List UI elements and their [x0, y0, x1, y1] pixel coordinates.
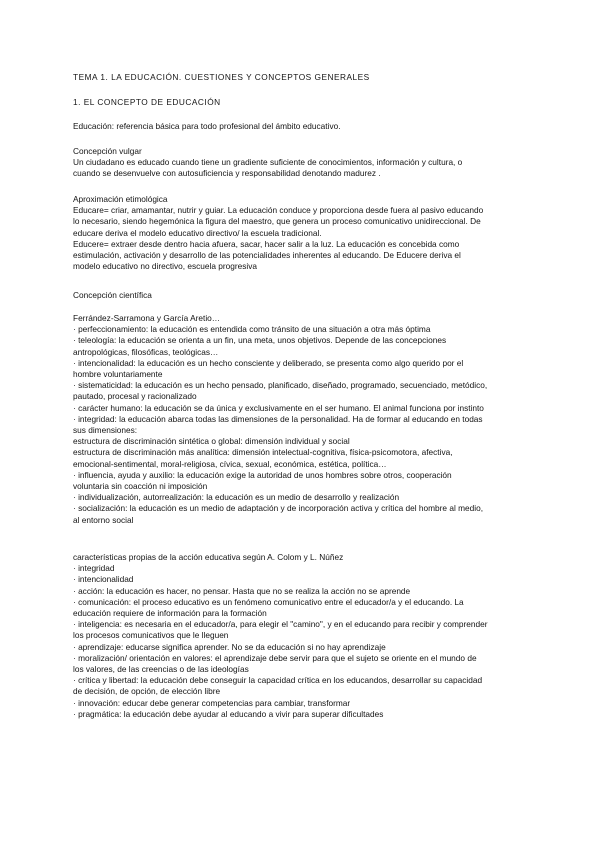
list-item: · integridad — [73, 563, 115, 574]
list-item: los valores, de las creencias o de las ideologías — [73, 664, 249, 675]
paragraph-line: educare deriva el modelo educativo directivo/ la escuela tradicional. — [73, 227, 322, 238]
list-item: · individualización, autorrealización: la educación es un medio de desarrollo y realización — [73, 492, 400, 503]
paragraph-line: Un ciudadano es educado cuando tiene un gradiente suficiente de conocimientos, información y cultura, o — [73, 157, 463, 168]
list-item: · teleología: la educación se orienta a un fin, una meta, unos objetivos. Depende de las concepciones — [73, 335, 447, 346]
list-item: · pragmática: la educación debe ayudar al educando a vivir para superar dificultades — [73, 708, 384, 719]
document-title: TEMA 1. LA EDUCACIÓN. CUESTIONES Y CONCEPTOS GENERALES — [73, 72, 370, 82]
list-item: · integridad: la educación abarca todas las dimensiones de la personalidad. Ha de formar al educando en todas — [73, 413, 483, 424]
caracteristicas-heading: características propias de la acción educativa según A. Colom y L. Núñez — [73, 552, 344, 562]
list-item: estructura de discriminación sintética o global: dimensión individual y social — [73, 436, 350, 447]
cientifica-section — [73, 313, 533, 526]
paragraph-line: Ferrández-Sarramona y García Aretio… — [73, 313, 221, 323]
list-item: · crítica y libertad: la educación debe conseguir la capacidad crítica en los educandos, desarrollar su capacidad — [73, 675, 483, 686]
list-item: al entorno social — [73, 514, 134, 525]
intro-paragraph: Educación: referencia básica para todo profesional del ámbito educativo. — [73, 121, 341, 131]
list-item: · influencia, ayuda y auxilio: la educación exige la autoridad de unos hombres sobre otros, cooperación — [73, 469, 452, 480]
list-item: · inteligencia: es necesaria en el educador/a, para elegir el "camino", y en el educando para recibir y comprender — [73, 619, 488, 630]
list-item: · socialización: la educación es un medio de adaptación y de incorporación activa y crítica del hombre al medio, — [73, 503, 483, 514]
paragraph-line: Educere= extraer desde dentro hacia afuera, sacar, hacer salir a la luz. La educación es concebida como — [73, 238, 460, 249]
list-item: antropológicas, filosóficas, teológicas… — [73, 346, 219, 357]
list-item: los procesos comunicativos que le lleguen — [73, 630, 229, 641]
list-item: estructura de discriminación más analítica: dimensión intelectual-cognitiva, física-psicomotora, afectiva, — [73, 447, 453, 458]
etimologica-section — [73, 194, 533, 272]
list-item: educación requiere de información para la formación — [73, 608, 267, 619]
list-item: emocional-sentimental, moral-religiosa, cívica, sexual, económica, estética, política… — [73, 458, 387, 469]
list-item: · intencionalidad: la educación es un hecho consciente y deliberado, se presenta como algo querido por el — [73, 357, 464, 368]
list-item: · intencionalidad — [73, 574, 134, 585]
paragraph-line: estimulación, activación y desarrollo de las potencialidades inherentes al educando. De Educere deriva el — [73, 250, 461, 261]
list-item: · moralización/ orientación en valores: el aprendizaje debe servir para que el sujeto se oriente en el mundo de — [73, 652, 477, 663]
list-item: · acción: la educación es hacer, no pensar. Hasta que no se realiza la acción no se aprende — [73, 585, 411, 596]
paragraph-line: modelo educativo no directivo, escuela progresiva — [73, 261, 258, 272]
list-item: hombre voluntariamente — [73, 369, 163, 380]
list-item: sus dimensiones: — [73, 425, 138, 436]
list-item: voluntaria sin coacción ni imposición — [73, 481, 208, 492]
etimologica-heading: Aproximación etimológica — [73, 194, 168, 204]
vulgar-heading: Concepción vulgar — [73, 146, 142, 156]
list-item: · comunicación: el proceso educativo es un fenómeno comunicativo entre el educador/a y el educando. La — [73, 596, 464, 607]
cientifica-heading: Concepción científica — [73, 290, 152, 300]
caracteristicas-section — [73, 552, 533, 720]
list-item: · sistematicidad: la educación es un hecho pensado, planificado, diseñado, programado, secuenciado, metódico, — [73, 380, 488, 391]
paragraph-line: cuando se desenvuelve con autosuficiencia y responsabilidad denotando madurez . — [73, 168, 381, 179]
section-heading: 1. EL CONCEPTO DE EDUCACIÓN — [73, 97, 221, 107]
list-item: pautado, procesal y racionalizado — [73, 391, 197, 402]
paragraph-line: Educare= criar, amamantar, nutrir y guiar. La educación conduce y proporciona desde fuera al pasivo educando — [73, 205, 484, 216]
list-item: · innovación: educar debe generar competencias para cambiar, transformar — [73, 697, 351, 708]
list-item: · carácter humano: la educación se da única y exclusivamente en el ser humano. El animal funciona por instinto — [73, 402, 484, 413]
list-item: · perfeccionamiento: la educación es entendida como tránsito de una situación a otra más óptima — [73, 324, 431, 335]
paragraph-line: lo necesario, siendo hegemónica la figura del maestro, que genera un proceso comunicativo unidireccional. De — [73, 216, 481, 227]
list-item: · aprendizaje: educarse significa aprender. No se da educación si no hay aprendizaje — [73, 641, 386, 652]
vulgar-section — [73, 146, 533, 180]
list-item: de decisión, de opción, de elección libre — [73, 686, 221, 697]
